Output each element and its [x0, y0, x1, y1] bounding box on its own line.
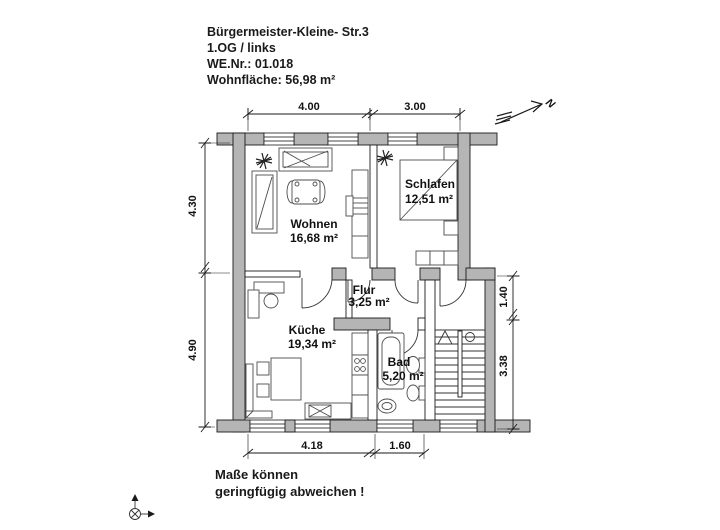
- stair-direction-arrow-icon: [438, 331, 452, 344]
- room-area-bad: 5,20 m²: [382, 369, 424, 383]
- origin-axes-icon: [130, 494, 156, 520]
- counter-column: [352, 333, 368, 418]
- dim-bottom-2: 1.60: [389, 440, 411, 452]
- window-bedroom: [388, 133, 417, 145]
- kitchen-table: [257, 358, 301, 400]
- sofa-left: [252, 171, 277, 233]
- window-living-2: [328, 133, 358, 145]
- header-living-area: Wohnfläche: 56,98 m²: [207, 73, 336, 87]
- dim-left-2: 4.90: [187, 339, 199, 361]
- room-area-wohnen: 16,68 m²: [289, 231, 339, 245]
- dim-right-2: 3.38: [498, 355, 510, 377]
- wash-basin: [378, 399, 396, 413]
- north-arrow-icon: [495, 97, 558, 124]
- window-bath: [377, 420, 413, 432]
- disclaimer-line1: Maße können: [215, 467, 299, 482]
- window-living-1: [264, 133, 294, 145]
- disclaimer-line2: geringfügig abweichen !: [215, 484, 365, 499]
- nightstand: [444, 147, 458, 160]
- dim-right-1: 1.40: [498, 286, 510, 308]
- dim-bottom-1: 4.18: [301, 440, 323, 452]
- room-label-schlafen: Schlafen: [404, 177, 456, 191]
- room-label-wohnen: Wohnen: [290, 217, 338, 231]
- door-kitchen: [302, 278, 332, 308]
- room-area-flur: 3,25 m²: [348, 295, 390, 309]
- plant-icon: [256, 153, 272, 169]
- door-entrance: [440, 280, 466, 306]
- bidet: [407, 385, 425, 401]
- stair-stringer: [458, 331, 462, 397]
- room-label-kueche: Küche: [288, 323, 326, 337]
- wall-unit: [346, 170, 368, 258]
- room-label-flur: Flur: [352, 283, 376, 297]
- door-bedroom-hall: [395, 280, 418, 303]
- furniture-bedroom: [377, 147, 458, 265]
- desk-and-chair: [248, 282, 284, 318]
- dim-top-2: 3.00: [404, 101, 426, 113]
- dim-left-1: 4.30: [187, 195, 199, 217]
- window-stairwell: [440, 420, 477, 432]
- plant-icon: [377, 150, 393, 166]
- sofa-top: [279, 148, 332, 171]
- north-label: N: [543, 96, 557, 111]
- dresser-row: [416, 251, 458, 265]
- coffee-table: [287, 180, 325, 204]
- sink-counter: [305, 403, 351, 419]
- window-kitchen: [250, 420, 330, 432]
- dim-top-1: 4.00: [298, 101, 320, 113]
- room-label-bad: Bad: [387, 355, 411, 369]
- room-area-schlafen: 12,51 m²: [404, 192, 454, 206]
- header-address: Bürgermeister-Kleine- Str.3: [207, 25, 369, 39]
- nightstand: [444, 221, 458, 235]
- header-unit-number: WE.Nr.: 01.018: [207, 57, 294, 71]
- header-floor: 1.OG / links: [207, 41, 276, 55]
- stairwell: [435, 330, 485, 414]
- room-area-kueche: 19,34 m²: [287, 337, 337, 351]
